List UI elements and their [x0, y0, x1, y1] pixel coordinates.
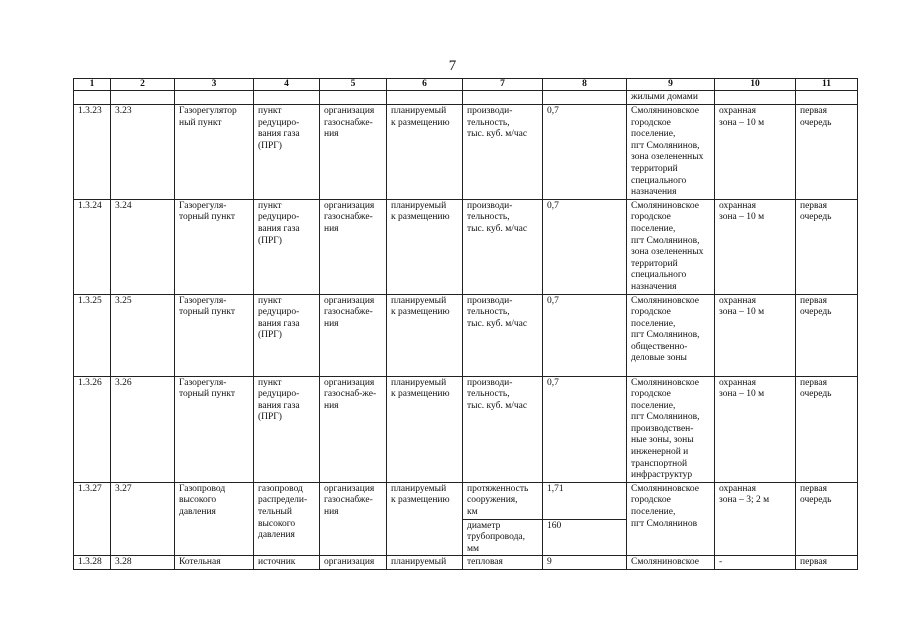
cell-map-number: 3.23 [111, 105, 175, 200]
page-number: 7 [448, 58, 457, 74]
cell-object-name: Котельная [175, 556, 254, 570]
cell-stage: первая очередь [796, 105, 858, 200]
cell-characteristic-length: протяженность сооружения, км [463, 482, 543, 519]
cell-stage: первая [796, 556, 858, 570]
col-header-3: 3 [175, 79, 254, 91]
cell-status: планируемый [387, 556, 463, 570]
cell-number: 1.3.24 [74, 199, 111, 294]
cell-owner: организация газоснабже- ния [320, 105, 387, 200]
cell-zone: охранная зона – 10 м [715, 294, 796, 376]
cell-type: источник [254, 556, 320, 570]
table-row [74, 105, 858, 200]
cell-object-name: Газорегулятор ный пункт [175, 105, 254, 200]
table-row [74, 376, 858, 482]
cell-location: Смоляниновское городское поселение, пгт Смолянинов [627, 482, 715, 556]
cell-map-number: 3.25 [111, 294, 175, 376]
cell-characteristic: производи- тельность, тыс. куб. м/час [463, 105, 543, 200]
col-header-10: 10 [715, 79, 796, 91]
table-row [74, 482, 858, 519]
cell-characteristic-diameter: диаметр трубопровода, мм [463, 519, 543, 556]
continuation-row [74, 91, 858, 105]
cell-type: пункт редуциро- вания газа (ПРГ) [254, 105, 320, 200]
cell-status: планируемый к размещению [387, 482, 463, 556]
col-header-1: 1 [74, 79, 111, 91]
cell-number: 1.3.27 [74, 482, 111, 556]
cell-zone: - [715, 556, 796, 570]
register-table [73, 78, 858, 570]
cell-location: Смоляниновское городское поселение, пгт Смолянинов, зона озелененных территорий специального назначения [627, 105, 715, 200]
cell-owner: организация газоснабже- ния [320, 199, 387, 294]
cell-value: 0,7 [543, 199, 627, 294]
cell-type: пункт редуциро- вания газа (ПРГ) [254, 294, 320, 376]
cell-stage: первая очередь [796, 199, 858, 294]
cell-stage: первая очередь [796, 482, 858, 556]
cell-map-number: 3.26 [111, 376, 175, 482]
table-row [74, 556, 858, 570]
cell-owner: организация газоснаб-же- ния [320, 376, 387, 482]
cell-object-name: Газорегуля- торный пункт [175, 294, 254, 376]
col-header-6: 6 [387, 79, 463, 91]
cell-characteristic: тепловая [463, 556, 543, 570]
cell-owner: организация [320, 556, 387, 570]
cell-value: 0,7 [543, 294, 627, 376]
cell-object-name: Газорегуля- торный пункт [175, 376, 254, 482]
cell-zone: охранная зона – 3; 2 м [715, 482, 796, 556]
cell-status: планируемый к размещению [387, 199, 463, 294]
cell-value: 0,7 [543, 376, 627, 482]
cell-characteristic: производи- тельность, тыс. куб. м/час [463, 376, 543, 482]
cell-owner: организация газоснабже- ния [320, 482, 387, 556]
cell-number: 1.3.23 [74, 105, 111, 200]
cell-map-number: 3.24 [111, 199, 175, 294]
continuation-cell: жилыми домами [627, 91, 715, 105]
col-header-2: 2 [111, 79, 175, 91]
cell-type: пункт редуциро- вания газа (ПРГ) [254, 199, 320, 294]
cell-status: планируемый к размещению [387, 376, 463, 482]
cell-value-diameter: 160 [543, 519, 627, 556]
table-row [74, 199, 858, 294]
cell-status: планируемый к размещению [387, 105, 463, 200]
cell-location: Смоляниновское [627, 556, 715, 570]
cell-zone: охранная зона – 10 м [715, 199, 796, 294]
cell-location: Смоляниновское городское поселение, пгт Смолянинов, производствен- ные зоны, зоны инженерной и транспортной инфраструктур [627, 376, 715, 482]
cell-zone: охранная зона – 10 м [715, 376, 796, 482]
cell-object-name: Газопровод высокого давления [175, 482, 254, 556]
cell-value: 9 [543, 556, 627, 570]
cell-number: 1.3.25 [74, 294, 111, 376]
cell-location: Смоляниновское городское поселение, пгт Смолянинов, зона озелененных территорий специального назначения [627, 199, 715, 294]
cell-type: газопровод распредели- тельный высокого давления [254, 482, 320, 556]
cell-number: 1.3.26 [74, 376, 111, 482]
cell-object-name: Газорегуля- торный пункт [175, 199, 254, 294]
cell-characteristic: производи- тельность, тыс. куб. м/час [463, 294, 543, 376]
table-row [74, 294, 858, 376]
header-row [74, 79, 858, 91]
cell-stage: первая очередь [796, 376, 858, 482]
col-header-11: 11 [796, 79, 858, 91]
cell-stage: первая очередь [796, 294, 858, 376]
col-header-5: 5 [320, 79, 387, 91]
col-header-7: 7 [463, 79, 543, 91]
cell-owner: организация газоснабже- ния [320, 294, 387, 376]
cell-map-number: 3.28 [111, 556, 175, 570]
cell-zone: охранная зона – 10 м [715, 105, 796, 200]
cell-number: 1.3.28 [74, 556, 111, 570]
col-header-4: 4 [254, 79, 320, 91]
cell-value: 0,7 [543, 105, 627, 200]
cell-type: пункт редуциро- вания газа (ПРГ) [254, 376, 320, 482]
cell-characteristic: производи- тельность, тыс. куб. м/час [463, 199, 543, 294]
cell-location: Смоляниновское городское поселение, пгт Смолянинов, общественно- деловые зоны [627, 294, 715, 376]
cell-map-number: 3.27 [111, 482, 175, 556]
col-header-8: 8 [543, 79, 627, 91]
cell-value-length: 1,71 [543, 482, 627, 519]
col-header-9: 9 [627, 79, 715, 91]
cell-status: планируемый к размещению [387, 294, 463, 376]
